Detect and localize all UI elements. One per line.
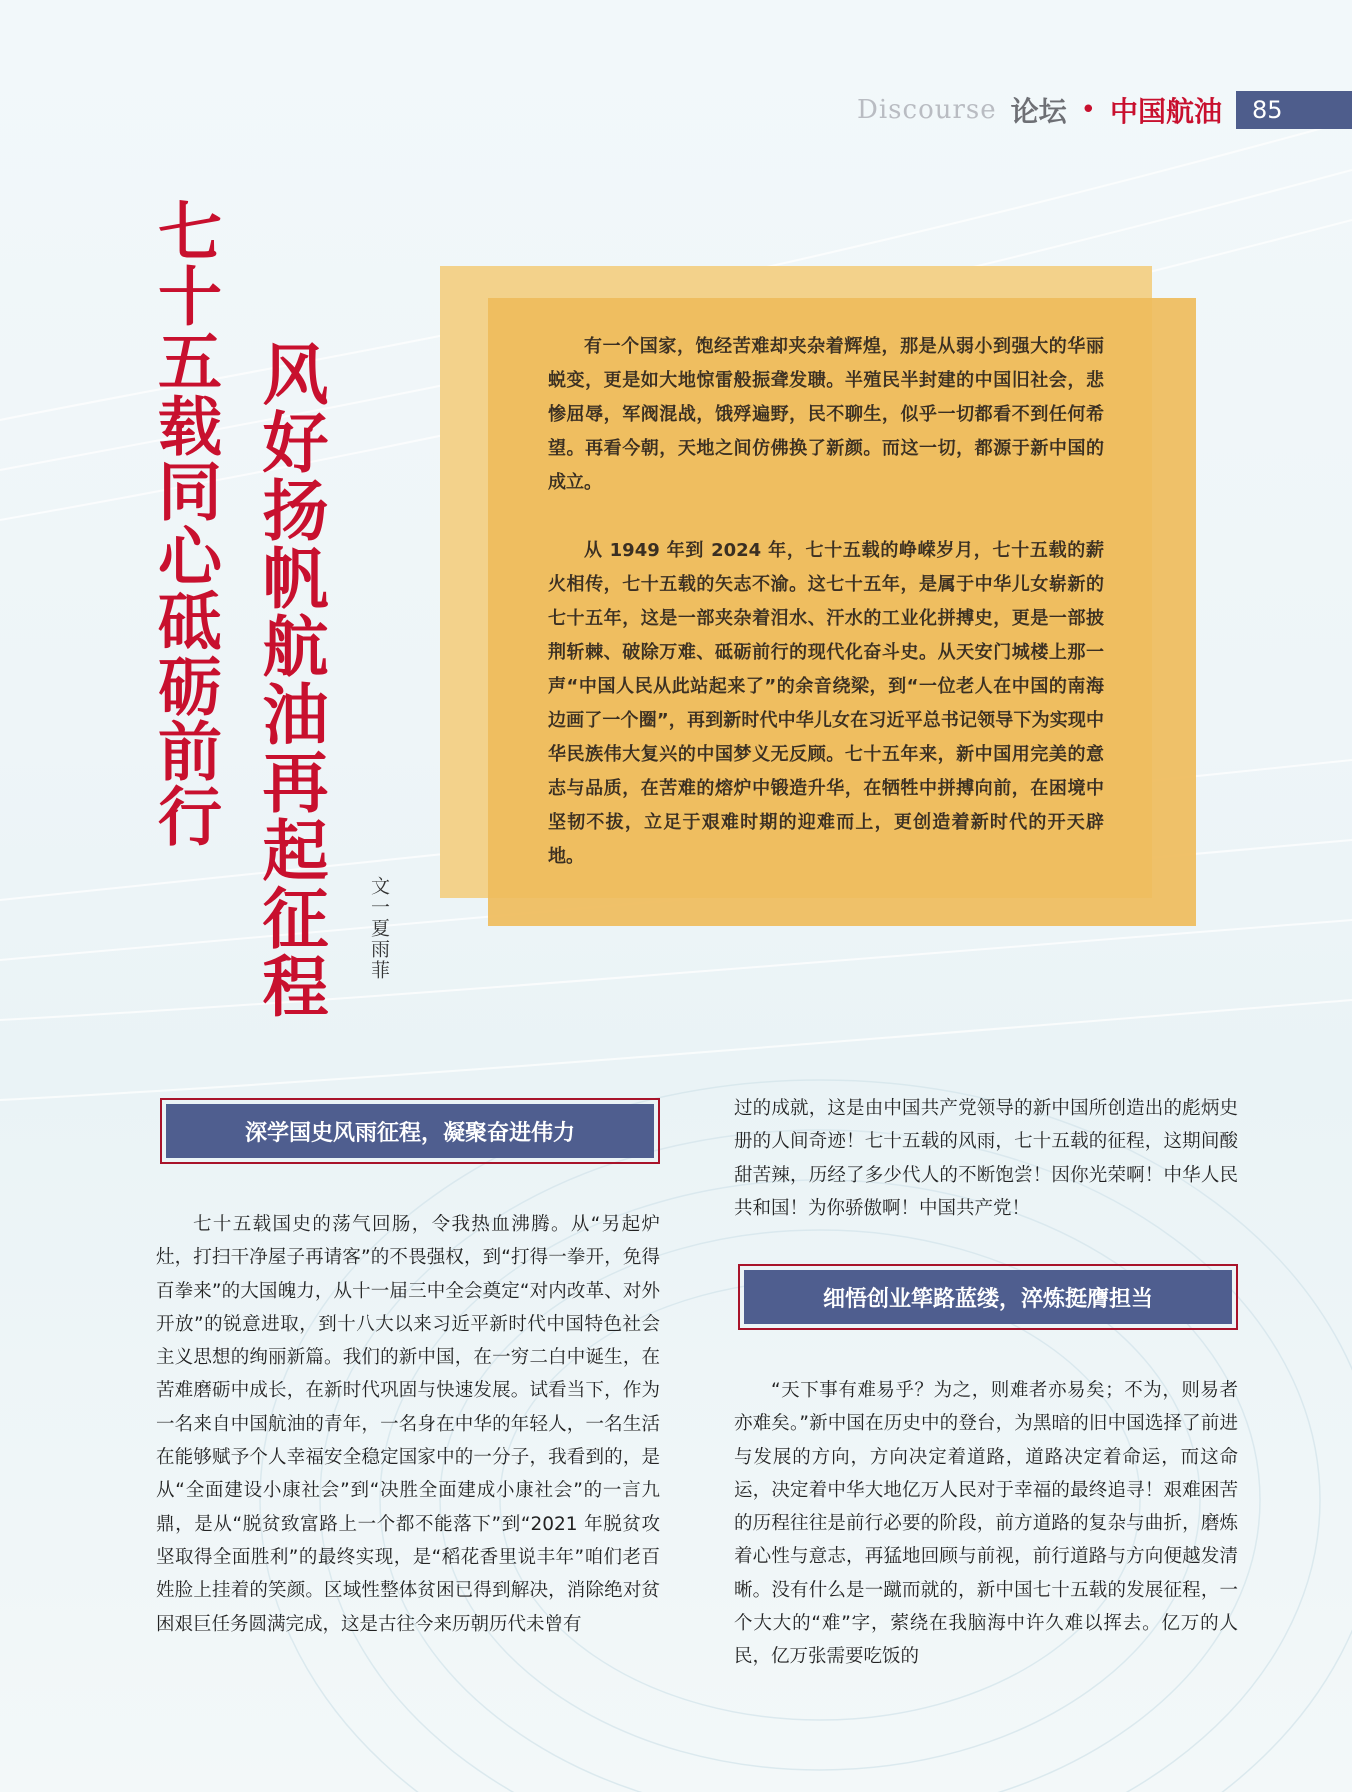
section-1-heading-text: 深学国史风雨征程，凝聚奋进伟力 xyxy=(166,1104,654,1158)
section-label-en: Discourse xyxy=(857,95,997,125)
page-header xyxy=(857,90,1352,130)
section-label-cn: 论坛 xyxy=(1010,95,1067,128)
section-1-paragraph: 七十五载国史的荡气回肠，令我热血沸腾。从“另起炉灶，打扫干净屋子再请客”的不畏强权，到“打得一拳开，免得百拳来”的大国魄力，从十一届三中全会奠定“对内改革、对外开放”的锐意进取，到十八大以来习近平新时代中国特色社会主义思想的绚丽新篇。我们的新中国，在一穷二白中诞生，在苦难磨砺中成长，在新时代巩固与快速发展。试看当下，作为一名来自中国航油的青年，一名身在中华的年轻人，一名生活在能够赋予个人幸福安全稳定国家中的一分子，我看到的，是从“全面建设小康社会”到“决胜全面建成小康社会”的一言九鼎，是从“脱贫致富路上一个都不能落下”到“2021 年脱贫攻坚取得全面胜利”的最终实现，是“稻花香里说丰年”咱们老百姓脸上挂着的笑颜。区域性整体贫困已得到解决，消除绝对贫困艰巨任务圆满完成，这是古往今来历朝历代未曾有 xyxy=(156,1214,660,1635)
intro-paragraph-1: 有一个国家，饱经苦难却夹杂着辉煌，那是从弱小到强大的华丽蜕变，更是如大地惊雷般振聋发聩。半殖民半封建的中国旧社会，悲惨屈辱，军阀混战，饿殍遍野，民不聊生，似乎一切都看不到任何希望。再看今朝，天地之间仿佛换了新颜。而这一切，都源于新中国的成立。 xyxy=(548,336,1104,493)
intro-text xyxy=(548,330,1104,874)
author-byline: 文一夏雨菲 xyxy=(368,876,390,981)
article-title-sub: 风好扬帆航油再起征程 xyxy=(251,340,328,1020)
section-1-continued-paragraph: 过的成就，这是由中国共产党领导的新中国所创造出的彪炳史册的人间奇迹！七十五载的风雨，七十五载的征程，这期间酸甜苦辣，历经了多少代人的不断饱尝！因你光荣啊！中华人民共和国！为你骄傲啊！中国共产党！ xyxy=(734,1098,1238,1219)
magazine-brand: 中国航油 xyxy=(1109,95,1222,128)
section-1-column xyxy=(156,1208,660,1641)
section-2-paragraph: “天下事有难易乎？为之，则难者亦易矣；不为，则易者亦难矣。”新中国在历史中的登台，为黑暗的旧中国选择了前进与发展的方向，方向决定着道路，道路决定着命运，而这命运，决定着中华大地亿万人民对于幸福的最终追寻！艰难困苦的历程往往是前行必要的阶段，前方道路的复杂与曲折，磨炼着心性与意志，再猛地回顾与前视，前行道路与方向便越发清晰。没有什么是一蹴而就的，新中国七十五载的发展征程，一个大大的“难”字，萦绕在我脑海中许久难以挥去。亿万的人民，亿万张需要吃饭的 xyxy=(734,1380,1238,1668)
section-1-continued-column xyxy=(734,1092,1238,1225)
section-2-column xyxy=(734,1374,1238,1674)
section-1-heading xyxy=(160,1098,660,1164)
page-number: 85 xyxy=(1236,91,1352,129)
article-title-main: 七十五载同心砥砺前行 xyxy=(147,198,221,848)
section-2-heading xyxy=(738,1264,1238,1330)
section-2-heading-text: 细悟创业筚路蓝缕，淬炼挺膺担当 xyxy=(744,1270,1232,1324)
intro-paragraph-2: 从 1949 年到 2024 年，七十五载的峥嵘岁月，七十五载的薪火相传，七十五载的矢志不渝。这七十五年，是属于中华儿女崭新的七十五年，这是一部夹杂着泪水、汗水的工业化拼搏史，更是一部披荆斩棘、破除万难、砥砺前行的现代化奋斗史。从天安门城楼上那一声“中国人民从此站起来了”的余音绕梁，到“一位老人在中国的南海边画了一个圈”，再到新时代中华儿女在习近平总书记领导下为实现中华民族伟大复兴的中国梦义无反顾。七十五年来，新中国用完美的意志与品质，在苦难的熔炉中锻造升华，在牺牲中拼搏向前，在困境中坚韧不拔，立足于艰难时期的迎难而上，更创造着新时代的开天辟地。 xyxy=(548,540,1104,867)
header-separator: • xyxy=(1080,95,1096,125)
